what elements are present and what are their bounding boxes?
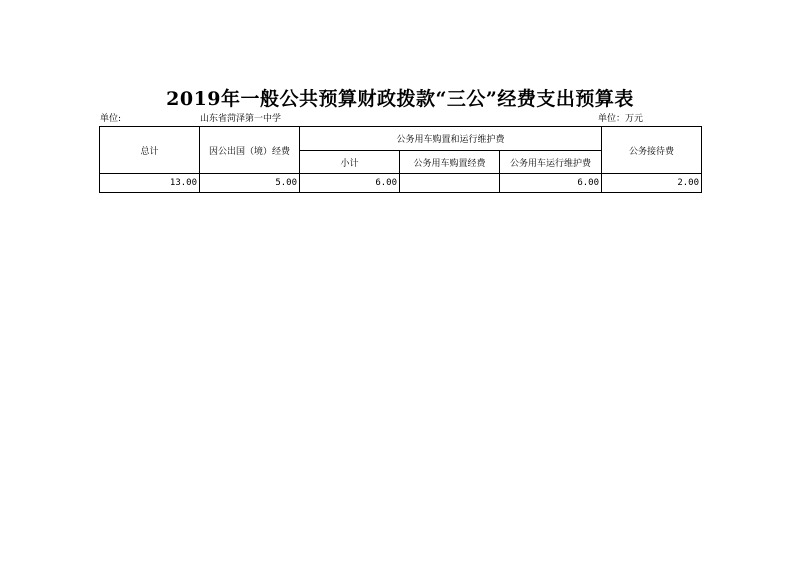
cell-total: 13.00: [100, 174, 200, 193]
header-vehicle-group: 公务用车购置和运行维护费: [300, 127, 602, 151]
unit-label: 单位:: [100, 114, 122, 124]
header-subtotal: 小计: [300, 151, 400, 174]
header-vehicle-operation: 公务用车运行维护费: [500, 151, 602, 174]
cell-vehicle-purchase: [400, 174, 500, 193]
cell-reception: 2.00: [602, 174, 702, 193]
header-total: 总计: [100, 127, 200, 174]
cell-abroad: 5.00: [200, 174, 300, 193]
unit-name: 山东省菏泽第一中学: [200, 114, 282, 124]
header-row-1: [100, 127, 702, 151]
table-row: [100, 174, 702, 193]
cell-vehicle-operation: 6.00: [500, 174, 602, 193]
header-vehicle-purchase: 公务用车购置经费: [400, 151, 500, 174]
page-title: 2019年一般公共预算财政拨款“三公”经费支出预算表: [166, 88, 634, 110]
header-abroad: 因公出国（境）经费: [200, 127, 300, 174]
header-reception: 公务接待费: [602, 127, 702, 174]
money-unit: 单位：万元: [598, 114, 644, 124]
budget-table: [99, 126, 702, 193]
cell-subtotal: 6.00: [300, 174, 400, 193]
